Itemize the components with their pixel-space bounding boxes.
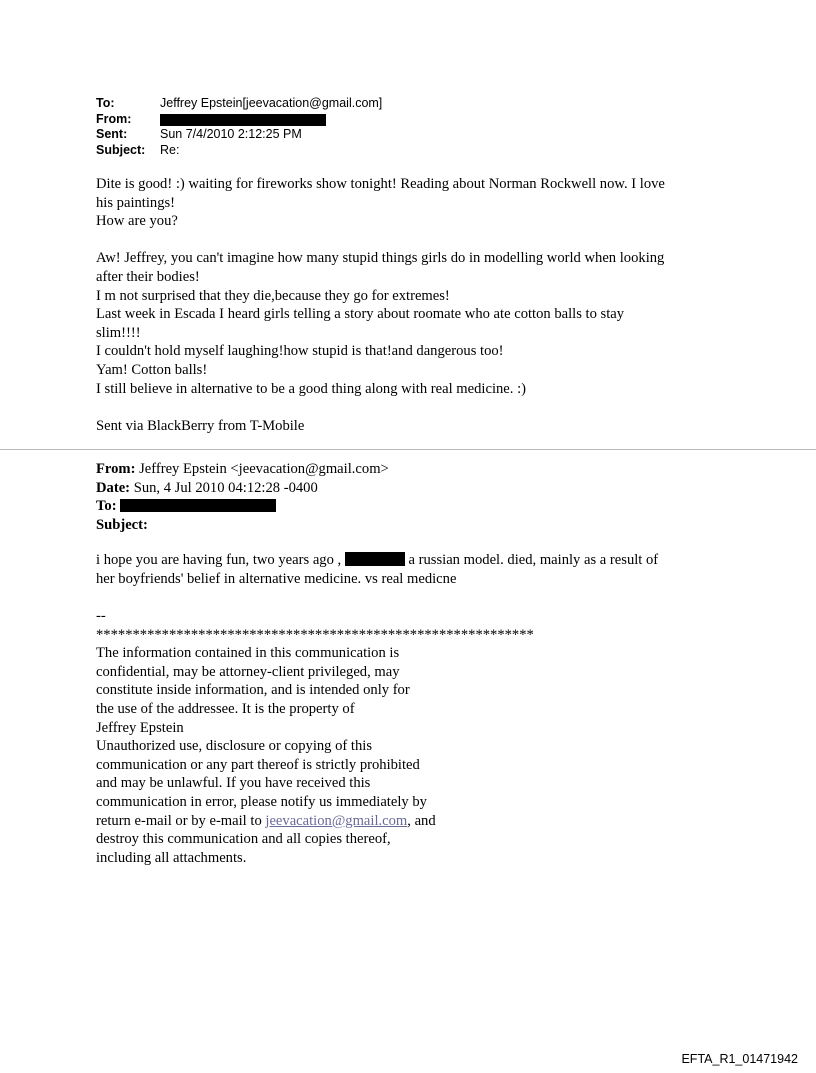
quoted-body-line1-start: i hope you are having fun, two years ago ,: [96, 552, 342, 568]
text-line: Dite is good! :) waiting for fireworks show tonight! Reading about Norman Rockwell now. I love: [96, 176, 665, 192]
quoted-from-value: Jeffrey Epstein <jeevacation@gmail.com>: [139, 461, 389, 477]
sent-value: Sun 7/4/2010 2:12:25 PM: [160, 127, 302, 141]
text-line: Last week in Escada I heard girls telling a story about roomate who ate cotton balls to stay: [96, 306, 625, 323]
signature-dash: --: [96, 608, 106, 624]
quoted-subject-row: [96, 516, 389, 535]
disclaimer-line: the use of the addressee. It is the property of: [96, 700, 355, 717]
redaction-bar: [160, 114, 326, 126]
email-link[interactable]: jeevacation@gmail.com: [265, 812, 408, 829]
sent-label: Sent:: [96, 127, 128, 141]
header-to-row: [96, 96, 382, 112]
disclaimer-line: communication or any part thereof is strictly prohibited: [96, 756, 420, 773]
text-line: Aw! Jeffrey, you can't imagine how many stupid things girls do in modelling world when looking: [96, 250, 665, 267]
quoted-to-row: [96, 497, 389, 516]
text-line: [96, 551, 736, 570]
subject-label: Subject:: [96, 142, 146, 157]
text-line: after their bodies!: [96, 268, 200, 285]
text-line: I couldn't hold myself laughing!how stupid is that!and dangerous too!: [96, 343, 504, 360]
asterisk-separator: ************************************************************: [96, 626, 534, 643]
message-paragraph-1: [96, 175, 736, 231]
quoted-from-label: From:: [96, 461, 136, 477]
divider: [0, 449, 816, 450]
to-label: To:: [96, 96, 115, 110]
disclaimer-text: return e-mail or by e-mail to: [96, 812, 266, 829]
redaction-bar: [120, 499, 276, 512]
disclaimer-line: Jeffrey Epstein: [96, 719, 184, 736]
disclaimer-line: The information contained in this communication is: [96, 645, 400, 662]
text-line: How are you?: [96, 213, 178, 230]
from-label: From:: [96, 111, 132, 126]
disclaimer-line: Unauthorized use, disclosure or copying of this: [96, 738, 373, 755]
header-from-row: [96, 112, 382, 128]
disclaimer-line: [96, 812, 534, 831]
message-signature: [96, 417, 736, 436]
text-line: Yam! Cotton balls!: [96, 361, 208, 378]
text-line: his paintings!: [96, 194, 176, 211]
quoted-from-row: [96, 460, 389, 479]
email-header: [96, 96, 382, 158]
disclaimer-text: , and: [407, 812, 436, 829]
header-sent-row: [96, 127, 382, 143]
quoted-header: [96, 460, 389, 534]
quoted-body-line1-end: a russian model. died, mainly as a result of: [408, 552, 659, 568]
subject-value: Re:: [160, 142, 180, 157]
document-id: EFTA_R1_01471942: [681, 1052, 798, 1066]
quoted-date-label: Date:: [96, 479, 131, 496]
quoted-date-value: Sun, 4 Jul 2010 04:12:28 -0400: [133, 479, 318, 496]
disclaimer-line: constitute inside information, and is intended only for: [96, 682, 410, 699]
text-line: slim!!!!: [96, 324, 141, 341]
disclaimer-line: confidential, may be attorney-client privileged, may: [96, 663, 400, 680]
text-line: her boyfriends' belief in alternative medicine. vs real medicne: [96, 570, 457, 587]
disclaimer: [96, 607, 534, 867]
quoted-body: [96, 551, 736, 588]
redaction-bar: [345, 552, 405, 566]
message-paragraph-2: [96, 249, 736, 398]
disclaimer-line: and may be unlawful. If you have received this: [96, 775, 371, 792]
disclaimer-line: including all attachments.: [96, 849, 247, 866]
message-body: [96, 175, 736, 454]
header-subject-row: [96, 143, 382, 159]
disclaimer-line: destroy this communication and all copies thereof,: [96, 831, 391, 848]
disclaimer-line: communication in error, please notify us immediately by: [96, 793, 427, 810]
to-value: Jeffrey Epstein[jeevacation@gmail.com]: [160, 96, 383, 110]
quoted-to-label: To:: [96, 498, 117, 515]
text-line: I m not surprised that they die,because they go for extremes!: [96, 287, 450, 304]
text-line: I still believe in alternative to be a good thing along with real medicine. :): [96, 380, 526, 397]
quoted-date-row: [96, 479, 389, 498]
quoted-subject-label: Subject:: [96, 516, 148, 533]
text-line: Sent via BlackBerry from T-Mobile: [96, 417, 305, 434]
